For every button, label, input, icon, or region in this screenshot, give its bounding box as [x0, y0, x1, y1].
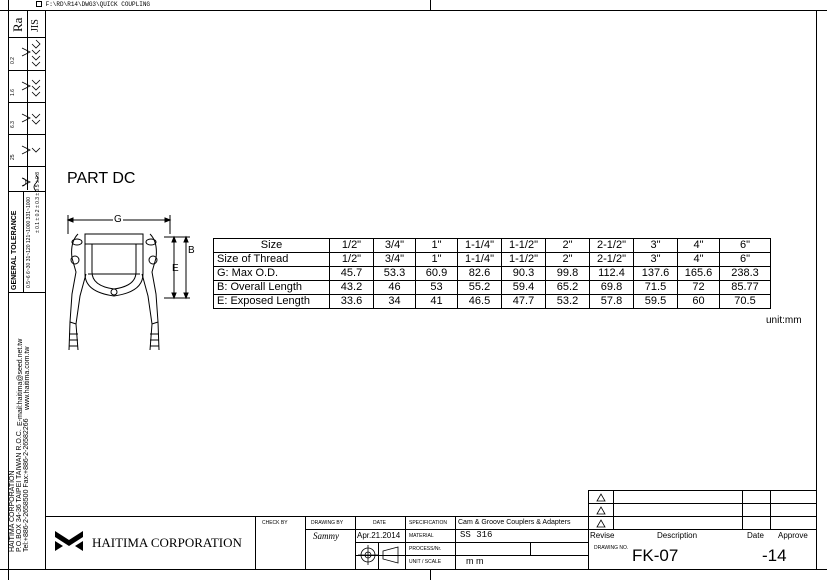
tb-col-3 — [405, 516, 406, 569]
revision-triangle-icon — [597, 507, 605, 514]
size-cell: 3" — [634, 239, 678, 253]
size-cell: 1-1/4" — [458, 239, 502, 253]
table-cell: 82.6 — [458, 267, 502, 281]
top-tick-mid — [430, 0, 431, 10]
bottom-border — [0, 569, 827, 570]
table-cell: 65.2 — [546, 281, 590, 295]
company-info-line2: P.O.BOX 34-36 TAIPEI TAIWAN R.O.C. — [16, 429, 23, 552]
table-cell: 1-1/2" — [502, 253, 546, 267]
finish-triangle-icon — [22, 82, 30, 90]
size-cell: 1-1/2" — [502, 239, 546, 253]
tolerance-divider — [23, 191, 24, 292]
table-cell: 41 — [416, 295, 458, 309]
tolerance-bottom-line — [8, 292, 45, 293]
unit-scale-label: UNIT / SCALE — [409, 559, 442, 565]
size-cell: 6" — [720, 239, 771, 253]
unit-value: m m — [466, 556, 484, 566]
tb-col-2 — [355, 516, 356, 569]
table-cell: 72 — [678, 281, 720, 295]
table-cell: 46.5 — [458, 295, 502, 309]
file-path-bar — [36, 1, 150, 8]
table-cell: 69.8 — [590, 281, 634, 295]
file-path: F:\RD\R14\DWG3\QUICK COUPLING — [45, 1, 151, 8]
table-cell: 85.77 — [720, 281, 771, 295]
table-cell: 112.4 — [590, 267, 634, 281]
company-info-line3: Tel:+886-2-2658500 Fax:+886-2-26582266 — [23, 418, 30, 552]
size-cell: 4" — [678, 239, 720, 253]
company-info-line1: HAITIMA CORPORATION — [9, 470, 16, 552]
dim-b-label: B — [188, 245, 195, 256]
tb-col-4 — [455, 516, 456, 569]
table-cell: 33.6 — [330, 295, 374, 309]
revision-triangle-icon — [597, 520, 605, 527]
finish-triangle-icon — [22, 48, 30, 56]
revise-header: Revise — [590, 531, 615, 540]
tolerance-ranges: 0.5~6 6~30 31~120 121~1000 331~1000 — [26, 196, 32, 288]
tb-col-6 — [530, 542, 531, 555]
table-cell: 3/4" — [374, 253, 416, 267]
table-cell: 165.6 — [678, 267, 720, 281]
ra-value-0: 0.2 — [10, 57, 16, 64]
table-cell: 53 — [416, 281, 458, 295]
table-cell: 55.2 — [458, 281, 502, 295]
table-cell: 137.6 — [634, 267, 678, 281]
dim-g-label: G — [114, 214, 122, 225]
company-name: HAITIMA CORPORATION — [92, 535, 242, 550]
header-label: Size — [214, 239, 330, 253]
table-row — [214, 295, 771, 309]
ra-value-1: 1.6 — [10, 89, 16, 96]
row-label: Size of Thread — [214, 253, 330, 267]
table-cell: 1/2" — [330, 253, 374, 267]
table-cell: 71.5 — [634, 281, 678, 295]
company-info-line5: www.haitima.com.tw — [24, 346, 31, 410]
date-header: Date — [747, 531, 764, 540]
tb-col-1 — [305, 516, 306, 569]
check-by-label: CHECK BY — [262, 520, 288, 526]
jis-label: JIS — [30, 19, 41, 32]
projection-symbol-icon — [358, 544, 404, 566]
revision-triangle-icon — [597, 494, 605, 501]
company-info-line4: E-mail:haitima@seed.net.tw — [17, 338, 24, 426]
save-icon — [36, 1, 42, 7]
table-cell: 57.8 — [590, 295, 634, 309]
ra-value-3: 25 — [10, 154, 16, 160]
drawing-number: FK-07 — [632, 546, 679, 565]
table-cell: 46 — [374, 281, 416, 295]
specification-label: SPECIFICATION — [409, 520, 447, 526]
spec-table — [213, 238, 771, 309]
table-cell: 99.8 — [546, 267, 590, 281]
table-cell: 6" — [720, 253, 771, 267]
rev-line-1 — [588, 503, 816, 504]
surface-finish-symbols — [8, 10, 45, 191]
rev-col-2 — [742, 490, 743, 530]
table-cell: 34 — [374, 295, 416, 309]
finish-triangle-icon — [22, 146, 30, 154]
table-cell: 1" — [416, 253, 458, 267]
description-header: Description — [657, 531, 698, 540]
jis-quad-icon — [32, 40, 40, 66]
table-cell: 47.7 — [502, 295, 546, 309]
revision-triangles — [588, 490, 613, 530]
left-inner-border — [45, 10, 46, 569]
table-row-header — [214, 239, 771, 253]
table-cell: 59.5 — [634, 295, 678, 309]
rev-col-3 — [770, 490, 771, 530]
coupling-drawing — [60, 212, 200, 352]
size-cell: 1" — [416, 239, 458, 253]
ra-label: Ra — [10, 17, 25, 32]
dim-e-label: E — [172, 263, 179, 274]
table-cell: 4" — [678, 253, 720, 267]
size-cell: 1/2" — [330, 239, 374, 253]
tolerance-values: ± 0.1 ± 0.2 ± 0.3 ± 0.5 ± 0.8 — [35, 172, 41, 233]
table-cell: 238.3 — [720, 267, 771, 281]
jis-double-icon — [32, 114, 40, 124]
material-label: MATERIAL — [409, 533, 434, 539]
row-label: E: Exposed Length — [214, 295, 330, 309]
specification-value: Cam & Groove Couplers & Adapters — [458, 519, 571, 526]
right-border — [816, 10, 817, 569]
table-row — [214, 253, 771, 267]
table-cell: 60 — [678, 295, 720, 309]
table-cell: 53.3 — [374, 267, 416, 281]
finish-any-icon — [22, 178, 30, 186]
table-cell: 1-1/4" — [458, 253, 502, 267]
drawer-name: Sammy — [313, 531, 339, 541]
table-cell: 53.2 — [546, 295, 590, 309]
drawing-by-label: DRAWING BY — [311, 520, 344, 526]
table-cell: 90.3 — [502, 267, 546, 281]
table-cell: 59.4 — [502, 281, 546, 295]
size-cell: 3/4" — [374, 239, 416, 253]
tb-col-0 — [255, 516, 256, 569]
drawing-date: Apr.21.2014 — [357, 531, 401, 540]
finish-triangle-icon — [22, 114, 30, 122]
drawing-no-label: DRAWING NO. — [594, 545, 629, 551]
table-cell: 3" — [634, 253, 678, 267]
size-cell: 2-1/2" — [590, 239, 634, 253]
ra-value-2: 6.3 — [10, 121, 16, 128]
table-cell: 2-1/2" — [590, 253, 634, 267]
rev-line-0 — [588, 490, 816, 491]
table-cell: 60.9 — [416, 267, 458, 281]
table-cell: 43.2 — [330, 281, 374, 295]
bottom-tick-mid — [430, 569, 431, 580]
tb-line-a — [305, 529, 816, 530]
rev-col-1 — [613, 490, 614, 530]
table-row — [214, 281, 771, 295]
material-value: SS 316 — [460, 530, 493, 540]
table-cell: 45.7 — [330, 267, 374, 281]
row-label: B: Overall Length — [214, 281, 330, 295]
tb-col-5 — [588, 516, 589, 569]
tb-line-b — [355, 542, 588, 543]
top-border — [0, 10, 827, 11]
jis-triple-icon — [32, 80, 40, 96]
approve-header: Approve — [778, 531, 808, 540]
date-label: DATE — [373, 520, 386, 526]
tolerance-title: GENERAL TOLERANCE — [11, 210, 18, 290]
haitima-logo-icon — [55, 531, 83, 553]
table-row — [214, 267, 771, 281]
process-label: PROCESS/Nr. — [409, 546, 442, 552]
sheet-suffix: -14 — [762, 546, 787, 565]
tb-top-line — [45, 516, 816, 517]
jis-single-icon — [32, 148, 40, 152]
table-cell: 2" — [546, 253, 590, 267]
unit-label: unit:mm — [766, 315, 802, 326]
table-cell: 70.5 — [720, 295, 771, 309]
size-cell: 2" — [546, 239, 590, 253]
row-label: G: Max O.D. — [214, 267, 330, 281]
part-title: PART DC — [67, 170, 136, 187]
